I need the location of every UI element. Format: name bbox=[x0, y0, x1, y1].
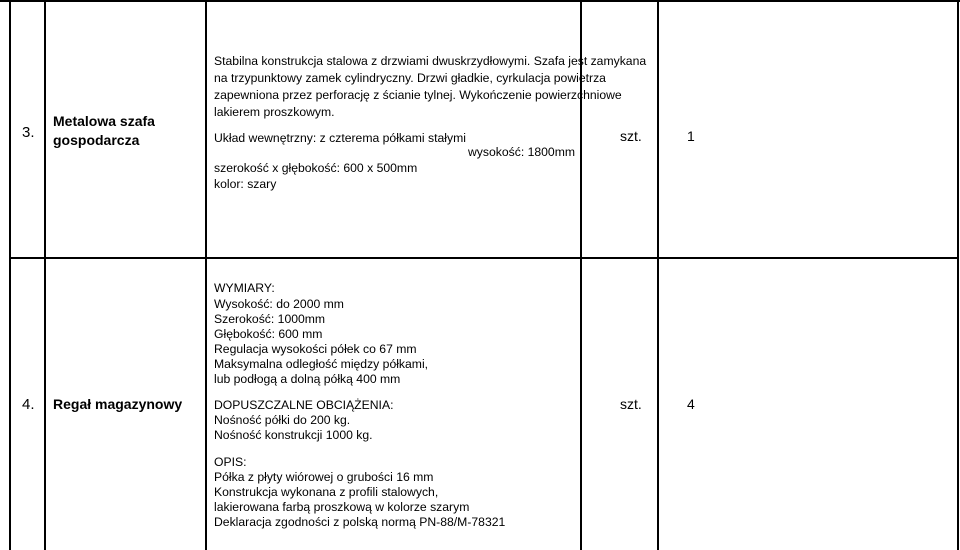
row-number: 3. bbox=[22, 124, 35, 141]
dimensions-line: Szerokość: 1000mm bbox=[214, 312, 326, 326]
color-spec: kolor: szary bbox=[214, 177, 277, 191]
quantity: 1 bbox=[687, 128, 695, 144]
description-line: Deklaracja zgodności z polską normą PN-88/M-78321 bbox=[214, 515, 506, 529]
column-divider-unit bbox=[657, 0, 659, 550]
table-top-border bbox=[0, 0, 960, 2]
width-depth-spec: szerokość x głębokość: 600 x 500mm bbox=[214, 161, 418, 175]
height-spec: wysokość: 1800mm bbox=[468, 145, 576, 159]
description-line: Konstrukcja wykonana z profili stalowych, bbox=[214, 485, 439, 499]
table-right-border bbox=[957, 0, 959, 550]
description-line: zapewniona przez perforację z ścianie tylnej. Wykończenie powierzchniowe bbox=[214, 88, 622, 102]
dimensions-line: Głębokość: 600 mm bbox=[214, 327, 323, 341]
item-name-line: Regał magazynowy bbox=[53, 396, 183, 412]
description-line: lakierowana farbą proszkową w kolorze szarym bbox=[214, 500, 470, 514]
description-line: OPIS: bbox=[214, 455, 247, 469]
description-line: na trzypunktowy zamek cylindryczny. Drzwi gładkie, cyrkulacja powietrza bbox=[214, 71, 606, 85]
dimensions-line: Regulacja wysokości półek co 67 mm bbox=[214, 342, 417, 356]
description-line: lakierem proszkowym. bbox=[214, 105, 335, 119]
row-number: 4. bbox=[22, 396, 35, 413]
loads-line: Nośność konstrukcji 1000 kg. bbox=[214, 428, 373, 442]
row-divider bbox=[9, 257, 959, 259]
item-name-line: Metalowa szafa bbox=[53, 113, 155, 129]
quantity: 4 bbox=[687, 396, 695, 412]
dimensions-line: lub podłogą a dolną półką 400 mm bbox=[214, 372, 401, 386]
loads-line: DOPUSZCZALNE OBCIĄŻENIA: bbox=[214, 398, 394, 412]
column-divider-no bbox=[44, 0, 46, 550]
column-divider-name bbox=[205, 0, 207, 550]
dimensions-line: Wysokość: do 2000 mm bbox=[214, 297, 344, 311]
description-line: Półka z płyty wiórowej o grubości 16 mm bbox=[214, 470, 434, 484]
dimensions-line: WYMIARY: bbox=[214, 281, 275, 295]
table-left-border bbox=[9, 0, 11, 550]
dimensions-line: Maksymalna odległość między półkami, bbox=[214, 357, 429, 371]
loads-line: Nośność półki do 200 kg. bbox=[214, 413, 351, 427]
description-line: Stabilna konstrukcja stalowa z drzwiami dwuskrzydłowymi. Szafa jest zamykana bbox=[214, 54, 647, 68]
unit: szt. bbox=[620, 396, 642, 412]
item-name-line: gospodarcza bbox=[53, 132, 140, 148]
internal-layout: Układ wewnętrzny: z czterema półkami stałymi bbox=[214, 131, 466, 145]
unit: szt. bbox=[620, 128, 642, 144]
